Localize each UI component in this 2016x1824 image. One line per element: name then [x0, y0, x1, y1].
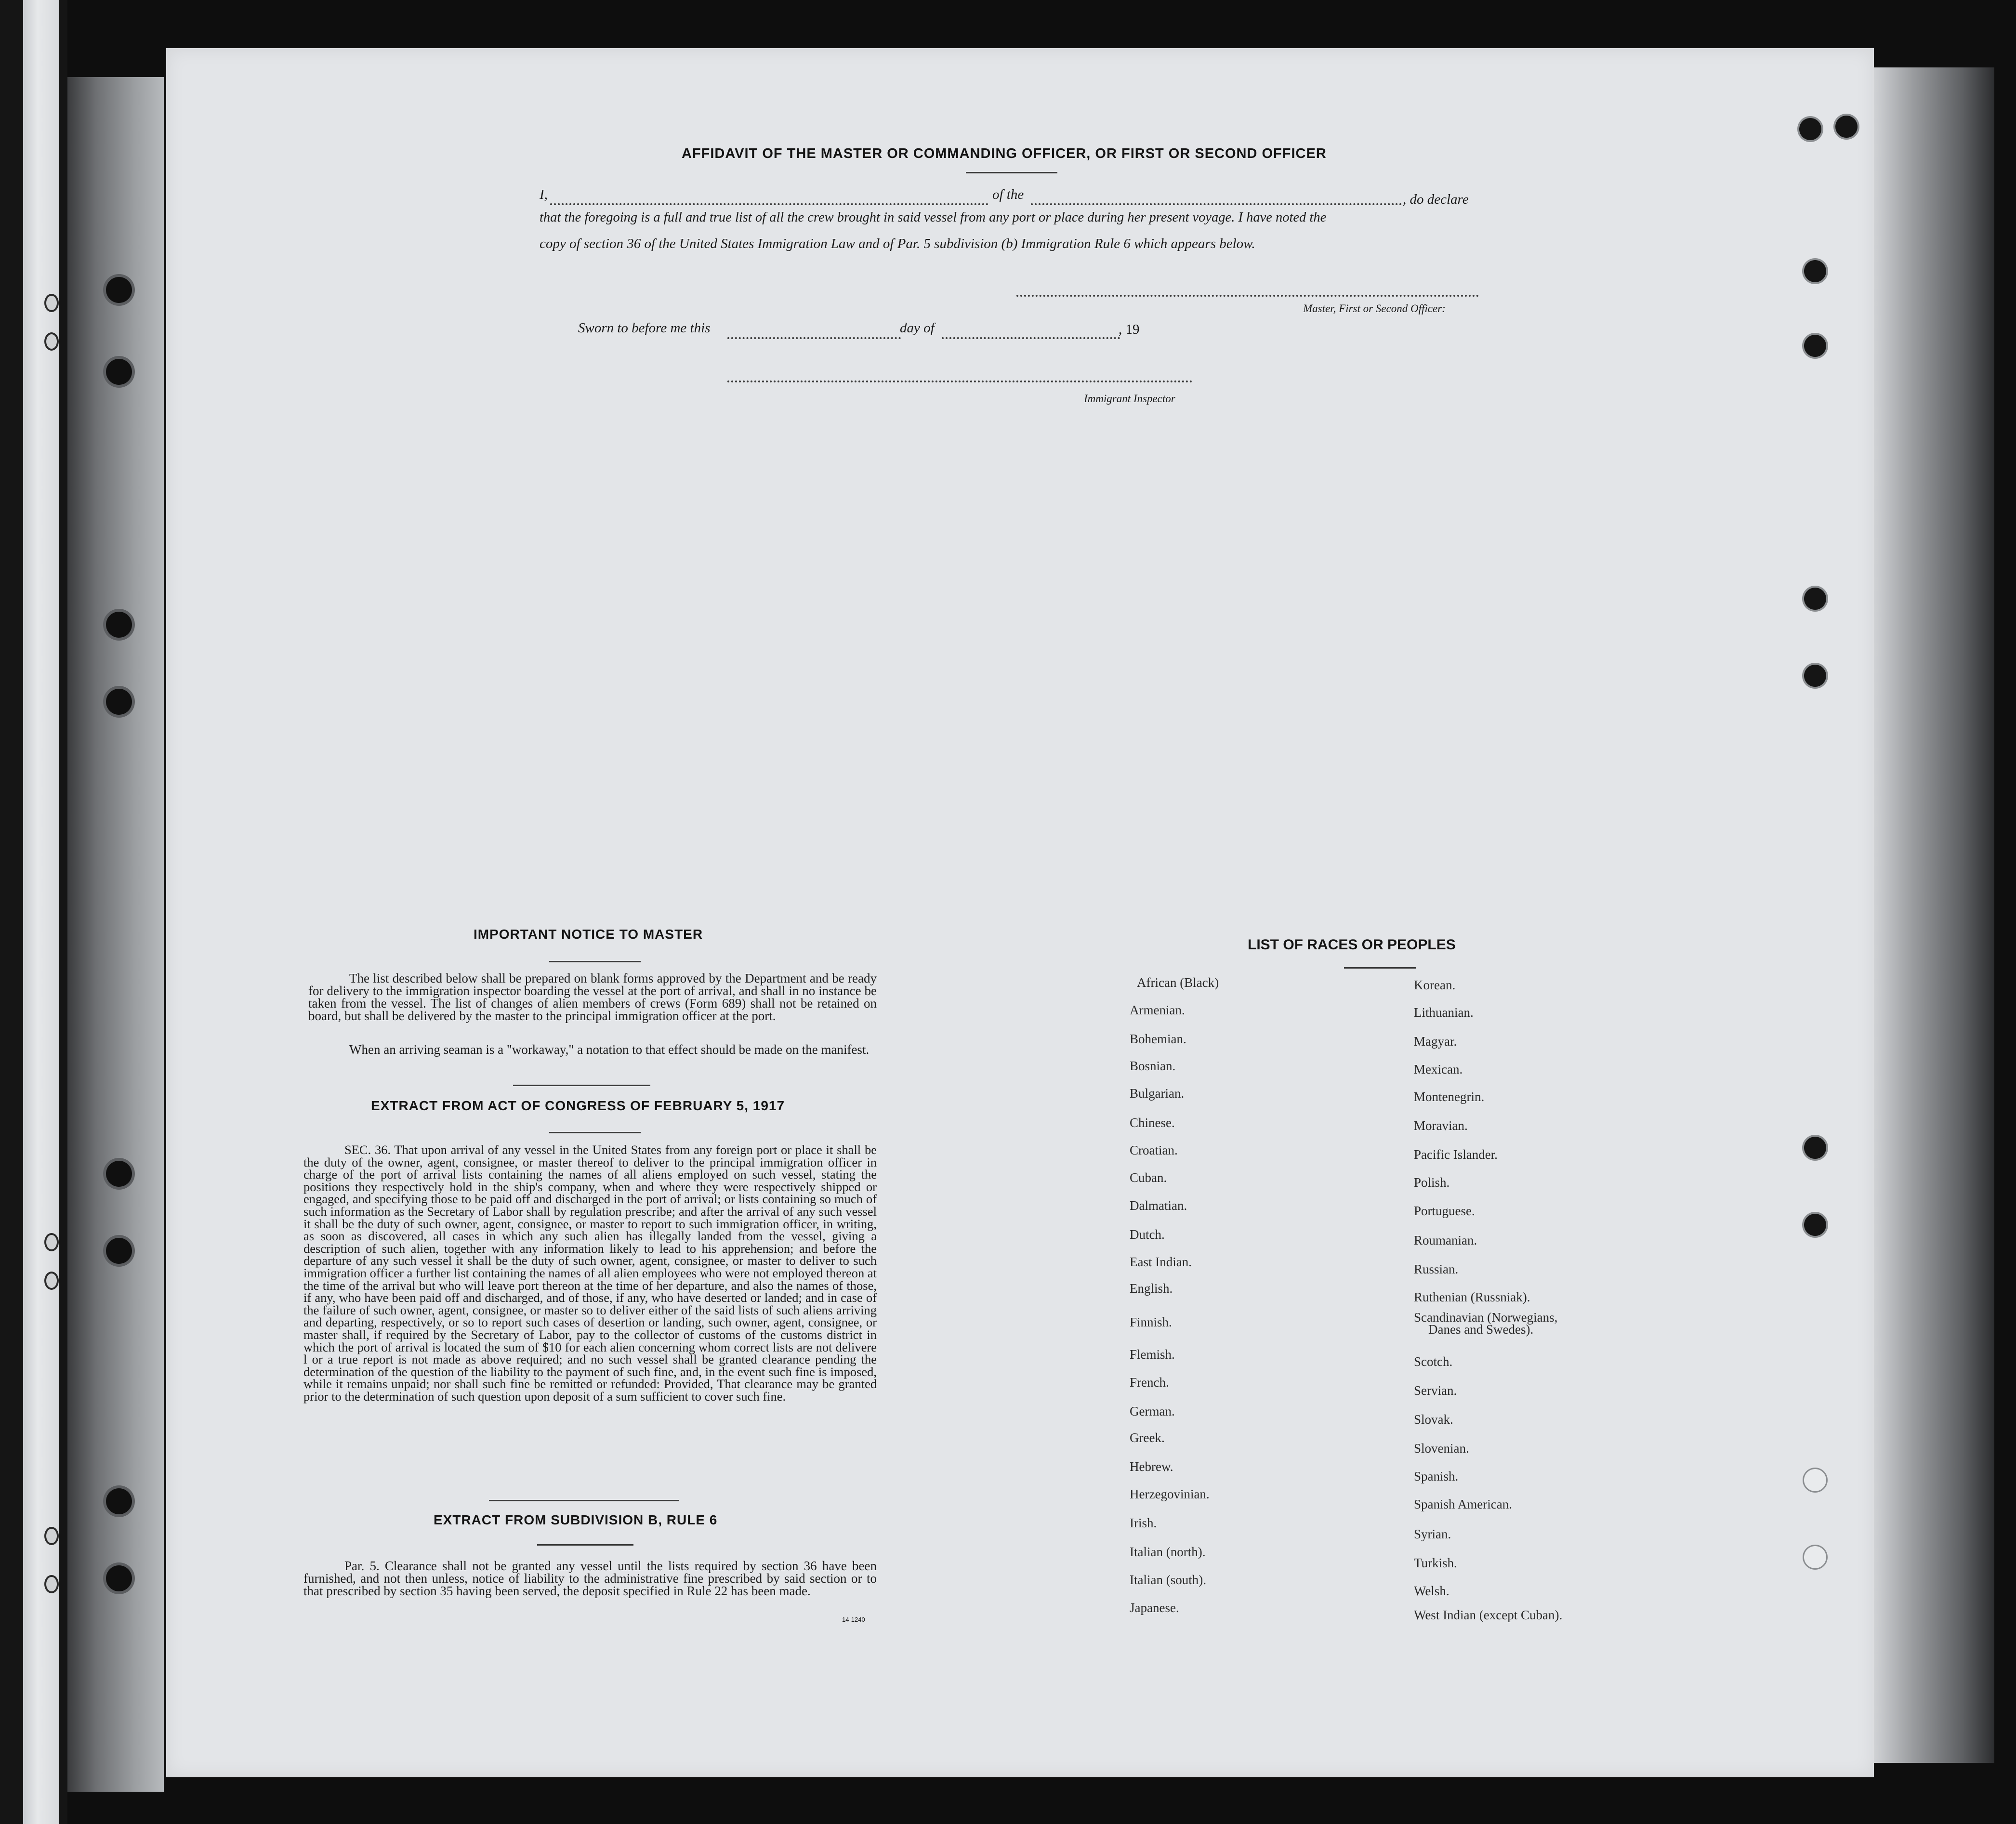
race-item: Syrian. — [1414, 1527, 1451, 1541]
race-item: Magyar. — [1414, 1034, 1457, 1049]
race-item: Welsh. — [1414, 1584, 1449, 1598]
races-title: LIST OF RACES OR PEOPLES — [1248, 937, 1456, 953]
race-item: Dutch. — [1130, 1227, 1165, 1242]
race-item: Japanese. — [1130, 1601, 1179, 1615]
race-item: East Indian. — [1130, 1255, 1192, 1269]
sworn-day-blank[interactable] — [727, 337, 901, 339]
punch-hole — [106, 277, 132, 303]
act-extract-title: EXTRACT FROM ACT OF CONGRESS OF FEBRUARY 5, 1917 — [371, 1098, 785, 1113]
race-item: Portuguese. — [1414, 1204, 1475, 1218]
race-item: Pacific Islander. — [1414, 1147, 1498, 1162]
races-underline — [1344, 967, 1416, 969]
officer-signature-blank[interactable] — [1016, 295, 1479, 297]
race-item: Cuban. — [1130, 1170, 1167, 1185]
race-item: Flemish. — [1130, 1347, 1175, 1362]
punch-hole — [1804, 260, 1826, 282]
race-item: Danes and Swedes). — [1428, 1322, 1534, 1337]
race-item: Italian (north). — [1130, 1545, 1206, 1559]
race-item: Scotch. — [1414, 1354, 1453, 1369]
affidavit-do-declare: , do declare — [1403, 192, 1469, 207]
punch-hole — [106, 1238, 132, 1264]
race-item: Montenegrin. — [1414, 1089, 1485, 1104]
punch-hole — [1804, 1214, 1826, 1236]
race-item: West Indian (except Cuban). — [1414, 1608, 1563, 1622]
sworn-year: , 19 — [1119, 322, 1140, 337]
title-underline — [966, 172, 1057, 173]
race-item: Dalmatian. — [1130, 1198, 1187, 1213]
race-item: Bulgarian. — [1130, 1086, 1185, 1101]
race-item: Italian (south). — [1130, 1573, 1206, 1587]
binding-ring — [44, 332, 59, 351]
page-stack-right — [1869, 67, 1994, 1763]
section-36-text: SEC. 36. That upon arrival of any vessel in the United States from any foreign port or place it shall be the duty of the owner, agent, consignee, or master thereof to deliver to the principal immigration officer in charge of the port of arrival lists containing the names of all aliens employed on such vessel, stating the positions they respectively hold in the ship's company, when and where they were respectively shipped or engaged, and specifying those to be paid off and discharged in the port of arrival; or lists containing so much of such information as the Secretary of Labor shall by regulation prescribe; and after the arrival of any such vessel it shall be the duty of such owner, agent, consignee, or master to report to such immigration officer, in writing, as soon as discovered, all cases in which any such alien has illegally landed from the vessel, giving a description of such alien, together with any information likely to lead to his apprehension; and before the departure of any such vessel it shall be the duty of such owner, agent, consignee, or master to deliver to such immigration officer a further list containing the names of all alien employees who were not employed thereon at the time of the arrival but who will leave port thereon at the time of her departure, and also the names of those, if any, who have been paid off and discharged, and of those, if any, who have deserted or landed; and in case of the failure of such owner, agent, consignee, or master so to deliver either of the said lists of such aliens arriving and departing, respectively, or so to report such cases of desertion or landing, such owner, agent, consignee, or master shall, if required by the Secretary of Labor, pay to the collector of customs of the customs district in which the port of arrival is located the sum of $10 for each alien concerning whom correct lists are not delivere l or a true report is not made as above required; and no such vessel shall be granted clearance pending the determination of the question of the liability to the payment of such fine, and, in the event such fine is imposed, while it remains unpaid; nor shall such fine be remitted or refunded: Provided, That clearance may be granted prior to the determination of such question upon deposit of a sum sufficient to cover such fine. — [303, 1142, 877, 1404]
race-item: Roumanian. — [1414, 1233, 1477, 1247]
race-item: Finnish. — [1130, 1315, 1172, 1329]
race-item: Mexican. — [1414, 1062, 1463, 1076]
rule-extract-underline — [537, 1544, 633, 1546]
binding-ring — [44, 1575, 59, 1593]
punch-hole — [1835, 116, 1858, 138]
rule-paragraph-5: Par. 5. Clearance shall not be granted any vessel until the lists required by section 36 have been furnished, and not then unless, notice of liability to the administrative fine prescribed by said section or to that prescribed by section 35 having been served, the deposit specified in Rule 22 has been made. — [303, 1559, 877, 1598]
race-item: Korean. — [1414, 978, 1456, 992]
race-item: Spanish. — [1414, 1469, 1459, 1483]
race-item: Lithuanian. — [1414, 1005, 1474, 1020]
race-item: Scandinavian (Norwegians, — [1414, 1310, 1558, 1325]
race-item: Slovak. — [1414, 1412, 1453, 1427]
affidavit-of-the: of the — [992, 187, 1024, 202]
affidavit-i: I, — [540, 187, 548, 202]
race-item: Chinese. — [1130, 1115, 1175, 1130]
form-number: 14-1240 — [842, 1616, 865, 1623]
sworn-month-blank[interactable] — [942, 337, 1120, 339]
punch-hole — [1804, 1469, 1826, 1491]
inspector-caption: Immigrant Inspector — [1084, 393, 1175, 405]
notice-title: IMPORTANT NOTICE TO MASTER — [474, 927, 703, 942]
race-item: Armenian. — [1130, 1003, 1185, 1017]
affidavit-line-3: copy of section 36 of the United States Immigration Law and of Par. 5 subdivision (b) Immigration Rule 6 which appears below. — [540, 236, 1255, 251]
race-item: African (Black) — [1137, 975, 1219, 990]
punch-hole — [106, 612, 132, 638]
binding-ring — [44, 294, 59, 312]
race-item: Servian. — [1414, 1383, 1457, 1398]
punch-hole — [1804, 1546, 1826, 1568]
vessel-blank[interactable] — [1031, 203, 1402, 205]
race-item: Herzegovinian. — [1130, 1487, 1210, 1501]
race-item: English. — [1130, 1281, 1173, 1296]
punch-hole — [1804, 665, 1826, 687]
race-item: Slovenian. — [1414, 1441, 1469, 1456]
affidavit-line-2: that the foregoing is a full and true list of all the crew brought in said vessel from any port or place during her present voyage. I have noted the — [540, 210, 1327, 225]
race-item: Moravian. — [1414, 1118, 1468, 1133]
section-divider — [513, 1085, 650, 1086]
race-item: Croatian. — [1130, 1143, 1178, 1157]
sworn-day-of: day of — [900, 320, 935, 336]
race-item: Bosnian. — [1130, 1059, 1176, 1073]
page-stack-left — [67, 77, 164, 1792]
punch-hole — [1804, 1137, 1826, 1159]
race-item: Turkish. — [1414, 1556, 1457, 1570]
act-extract-underline — [549, 1132, 641, 1133]
punch-hole — [1804, 335, 1826, 357]
punch-hole — [1804, 588, 1826, 610]
race-item: Hebrew. — [1130, 1459, 1173, 1474]
race-item: Polish. — [1414, 1175, 1450, 1190]
punch-hole — [106, 1565, 132, 1591]
race-item: Bohemian. — [1130, 1032, 1186, 1046]
punch-hole — [1799, 118, 1821, 140]
race-item: Russian. — [1414, 1262, 1459, 1276]
notice-underline — [549, 961, 641, 962]
manifest-page — [166, 48, 1874, 1777]
name-blank[interactable] — [550, 203, 988, 205]
race-item: Irish. — [1130, 1516, 1157, 1530]
binding-ring — [44, 1527, 59, 1545]
punch-hole — [106, 359, 132, 385]
race-item: Ruthenian (Russniak). — [1414, 1290, 1530, 1304]
inspector-signature-blank[interactable] — [727, 381, 1192, 382]
notice-paragraph-1: The list described below shall be prepared on blank forms approved by the Department and be ready for delivery to the immigration inspector boarding the vessel at the port of arrival, and shall in no instance be taken from the vessel. The list of changes of alien members of crews (Form 689) shall not be retained on board, but shall be delivered by the master to the principal immigration officer at the port. — [308, 971, 877, 1023]
punch-hole — [106, 1488, 132, 1514]
race-item: Spanish American. — [1414, 1497, 1512, 1511]
punch-hole — [106, 1161, 132, 1187]
binding-ring — [44, 1272, 59, 1290]
section-divider — [489, 1500, 679, 1501]
race-item: Greek. — [1130, 1430, 1165, 1445]
affidavit-declaration-line — [540, 187, 548, 203]
notice-paragraph-2: When an arriving seaman is a "workaway," a notation to that effect should be made on the manifest. — [349, 1042, 870, 1057]
binding-strip — [23, 0, 59, 1824]
sworn-prefix: Sworn to before me this — [578, 320, 711, 336]
officer-signature-caption: Master, First or Second Officer: — [1303, 302, 1446, 315]
punch-hole — [106, 689, 132, 715]
race-item: German. — [1130, 1404, 1175, 1418]
rule-extract-title: EXTRACT FROM SUBDIVISION B, RULE 6 — [434, 1512, 718, 1527]
race-item: French. — [1130, 1375, 1169, 1390]
binding-ring — [44, 1233, 59, 1251]
affidavit-title: AFFIDAVIT OF THE MASTER OR COMMANDING OFFICER, OR FIRST OR SECOND OFFICER — [682, 146, 1327, 161]
